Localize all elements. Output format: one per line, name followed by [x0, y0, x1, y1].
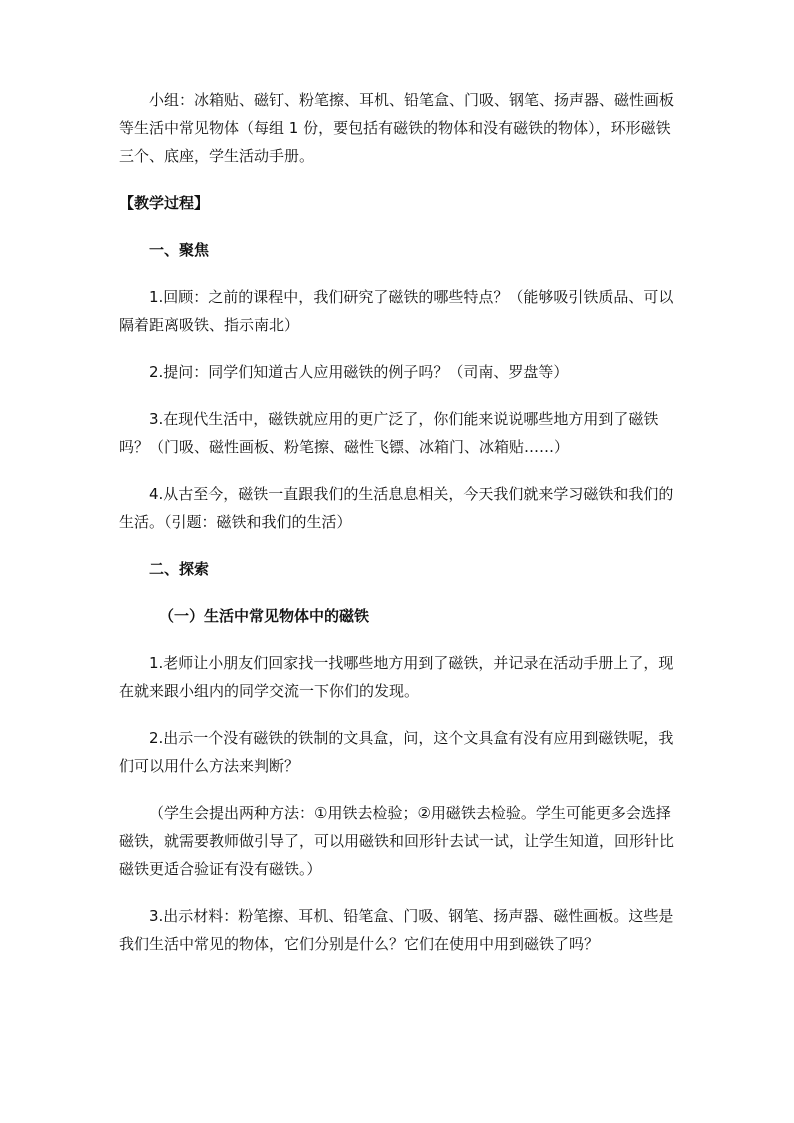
part2-heading: 二、探索 [149, 560, 210, 578]
part2-item-1: 1.老师让小朋友们回家找一找哪些地方用到了磁铁，并记录在活动手册上了，现在就来跟小组内的同学交流一下你们的发现。 [119, 654, 674, 700]
part1-item-4: 4.从古至今，磁铁一直跟我们的生活息息相关，今天我们就来学习磁铁和我们的生活。（引题：磁铁和我们的生活） [119, 485, 674, 531]
part1-item-3: 3.在现代生活中，磁铁就应用的更广泛了，你们能来说说哪些地方用到了磁铁吗？（门吸、磁性画板、粉笔擦、磁性飞镖、冰箱门、冰箱贴……） [119, 410, 659, 456]
part1-heading: 一、聚焦 [149, 241, 210, 259]
materials-paragraph: 小组：冰箱贴、磁钉、粉笔擦、耳机、铅笔盒、门吸、钢笔、扬声器、磁性画板等生活中常见物体（每组 1 份，要包括有磁铁的物体和没有磁铁的物体），环形磁铁三个、底座，学生活动手册。 [119, 91, 675, 165]
part2-note: （学生会提出两种方法：①用铁去检验；②用磁铁去检验。学生可能更多会选择磁铁，就需要教师做引导了，可以用磁铁和回形针去试一试，让学生知道，回形针比磁铁更适合验证有没有磁铁。） [119, 804, 675, 878]
section-title: 【教学过程】 [119, 194, 210, 212]
part2-subheading: （一）生活中常见物体中的磁铁 [159, 607, 370, 625]
part2-item-2: 2.出示一个没有磁铁的铁制的文具盒，问，这个文具盒有没有应用到磁铁呢，我们可以用什么方法来判断？ [119, 729, 674, 775]
part2-item-3: 3.出示材料：粉笔擦、耳机、铅笔盒、门吸、钢笔、扬声器、磁性画板。这些是我们生活中常见的物体，它们分别是什么？它们在使用中用到磁铁了吗？ [119, 907, 674, 953]
part1-item-2: 2.提问：同学们知道古人应用磁铁的例子吗？（司南、罗盘等） [149, 363, 569, 381]
part1-item-1: 1.回顾：之前的课程中，我们研究了磁铁的哪些特点？（能够吸引铁质品、可以隔着距离吸铁、指示南北） [119, 288, 674, 334]
document-body [119, 86, 679, 977]
